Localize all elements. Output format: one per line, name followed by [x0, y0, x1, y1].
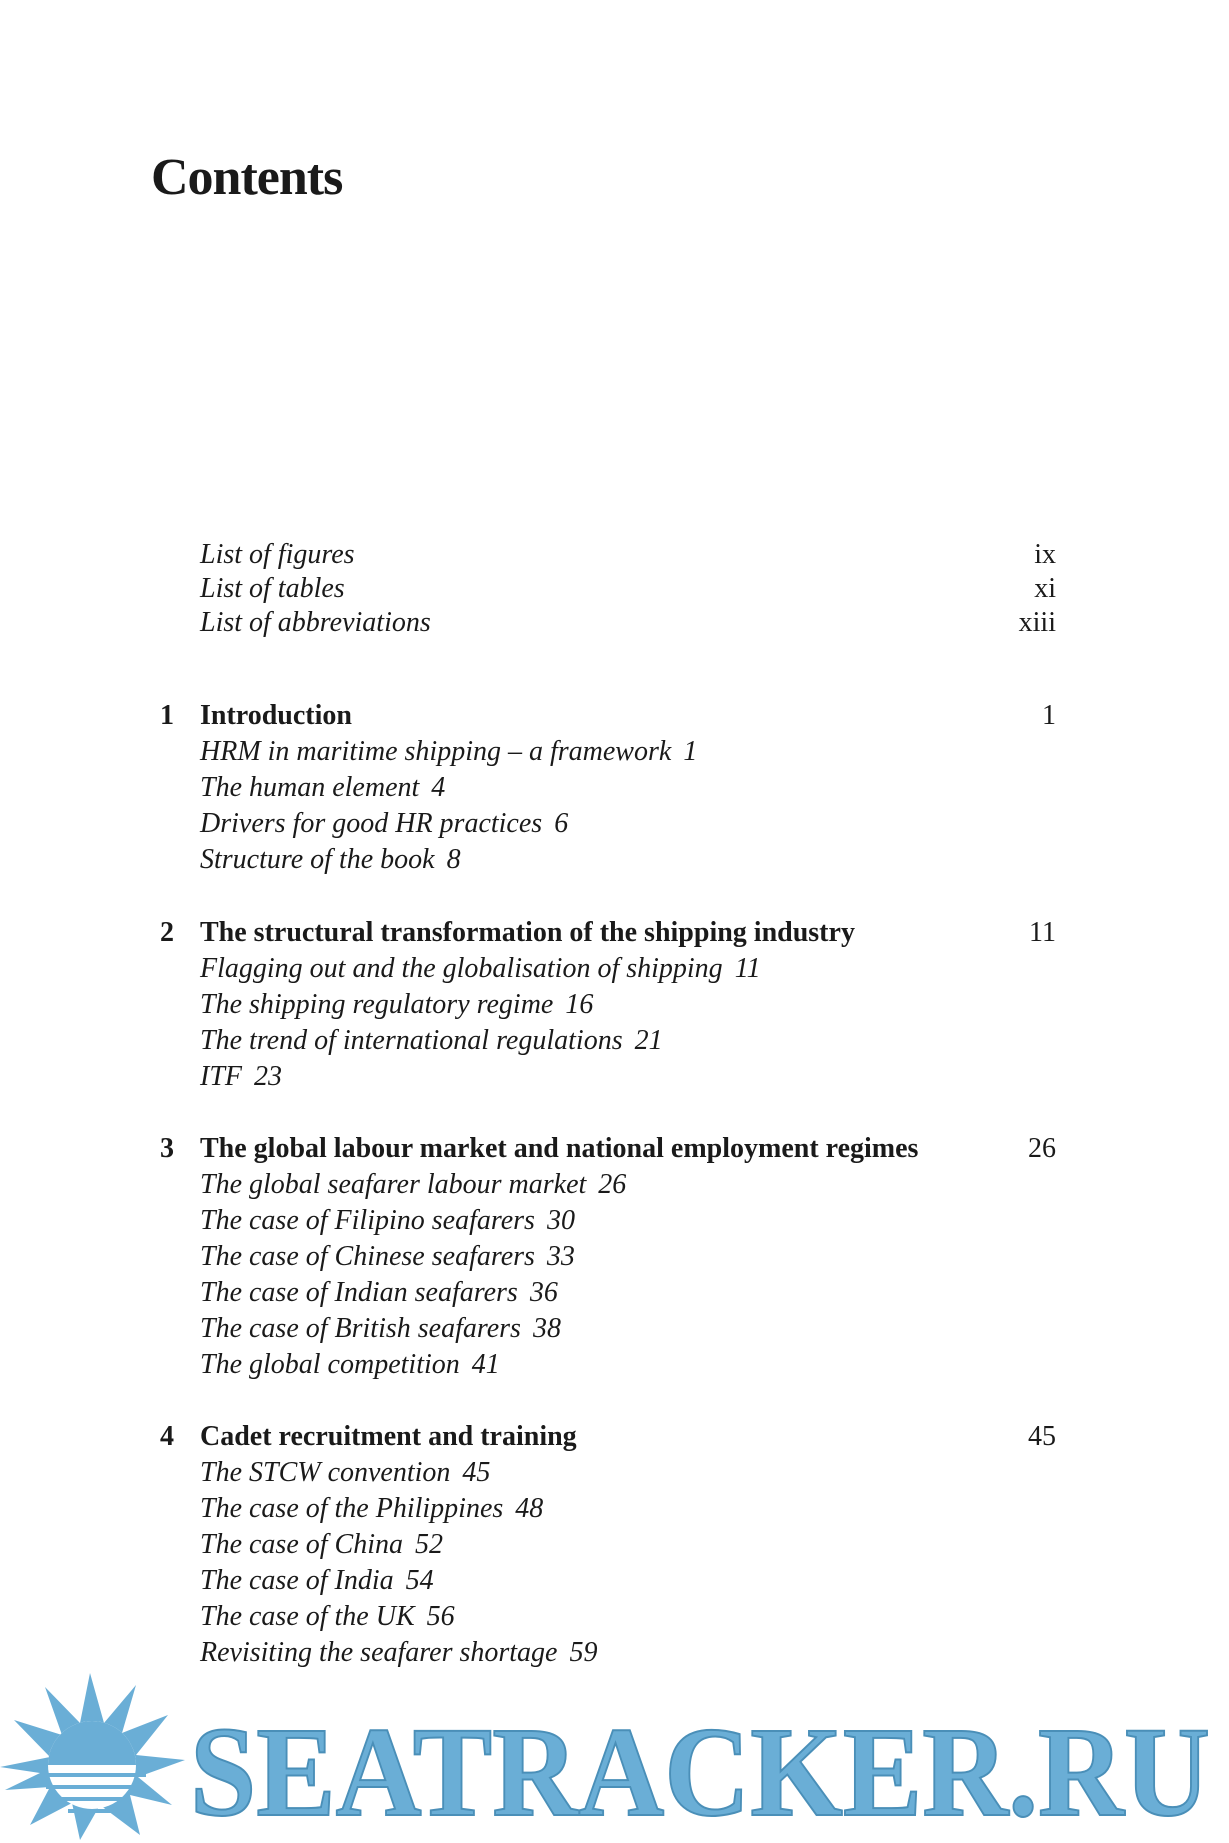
section-title: The global seafarer labour market [200, 1169, 587, 1200]
front-matter-title: List of figures [200, 539, 355, 570]
chapter-3 [160, 1131, 1056, 1383]
chapter-page: 45 [1028, 1421, 1056, 1452]
chapter-title: The structural transformation of the shipping industry [200, 917, 855, 948]
section-page: 1 [683, 736, 698, 767]
section-page: 48 [515, 1493, 544, 1524]
section-item[interactable] [200, 1311, 1056, 1347]
section-title: HRM in maritime shipping – a framework [200, 736, 672, 767]
section-item[interactable] [200, 1203, 1056, 1239]
section-title: The case of the UK [200, 1601, 415, 1632]
section-item[interactable] [200, 987, 1056, 1023]
section-item[interactable] [200, 806, 1056, 842]
section-page: 21 [634, 1025, 663, 1056]
section-page: 56 [426, 1601, 455, 1632]
chapter-4 [160, 1419, 1056, 1671]
section-page: 26 [598, 1169, 627, 1200]
chapter-heading[interactable] [160, 915, 1056, 951]
front-matter-page: xi [1034, 573, 1056, 604]
section-item[interactable] [200, 1059, 1056, 1095]
section-title: The case of Chinese seafarers [200, 1241, 535, 1272]
page-title: Contents [151, 149, 343, 206]
chapter-title: The global labour market and national employment regimes [200, 1133, 919, 1164]
section-page: 4 [431, 772, 446, 803]
chapter-number: 3 [160, 1133, 174, 1164]
chapter-title: Cadet recruitment and training [200, 1421, 577, 1452]
section-title: Structure of the book [200, 844, 435, 875]
section-list [160, 951, 1056, 1095]
section-item[interactable] [200, 1275, 1056, 1311]
section-item[interactable] [200, 1023, 1056, 1059]
section-title: The global competition [200, 1349, 460, 1380]
section-title: Revisiting the seafarer shortage [200, 1637, 558, 1668]
section-item[interactable] [200, 1167, 1056, 1203]
front-matter-item[interactable] [200, 572, 1056, 606]
chapter-heading[interactable] [160, 698, 1056, 734]
section-title: Drivers for good HR practices [200, 808, 543, 839]
section-page: 6 [554, 808, 569, 839]
section-title: Flagging out and the globalisation of shipping [200, 953, 723, 984]
section-item[interactable] [200, 770, 1056, 806]
front-matter-title: List of tables [200, 573, 345, 604]
section-page: 45 [462, 1457, 491, 1488]
section-title: The shipping regulatory regime [200, 989, 554, 1020]
section-page: 38 [532, 1313, 561, 1344]
section-list [160, 734, 1056, 878]
section-item[interactable] [200, 1563, 1056, 1599]
section-page: 30 [546, 1205, 575, 1236]
section-title: The case of India [200, 1565, 394, 1596]
section-title: The case of China [200, 1529, 403, 1560]
section-page: 54 [405, 1565, 434, 1596]
chapter-1 [160, 698, 1056, 878]
section-page: 36 [529, 1277, 558, 1308]
front-matter-page: ix [1034, 539, 1056, 570]
chapter-heading[interactable] [160, 1131, 1056, 1167]
section-list [160, 1167, 1056, 1383]
section-page: 8 [446, 844, 461, 875]
section-title: The case of Indian seafarers [200, 1277, 518, 1308]
chapter-number: 1 [160, 700, 174, 731]
section-item[interactable] [200, 842, 1056, 878]
front-matter-item[interactable] [200, 538, 1056, 572]
front-matter-page: xiii [1018, 607, 1056, 638]
section-item[interactable] [200, 951, 1056, 987]
watermark-text: SEATRACKER.RU [190, 1701, 1210, 1843]
section-item[interactable] [200, 1239, 1056, 1275]
section-item[interactable] [200, 1455, 1056, 1491]
section-page: 33 [546, 1241, 575, 1272]
chapter-page: 26 [1028, 1133, 1056, 1164]
chapter-heading[interactable] [160, 1419, 1056, 1455]
chapter-page: 11 [1029, 917, 1056, 948]
section-title: ITF [200, 1061, 242, 1092]
section-page: 23 [254, 1061, 282, 1092]
section-item[interactable] [200, 1599, 1056, 1635]
section-list [160, 1455, 1056, 1671]
front-matter-item[interactable] [200, 606, 1056, 640]
section-item[interactable] [200, 1491, 1056, 1527]
section-item[interactable] [200, 1527, 1056, 1563]
chapter-2 [160, 915, 1056, 1095]
section-page: 59 [569, 1637, 598, 1668]
section-title: The case of British seafarers [200, 1313, 521, 1344]
section-title: The trend of international regulations [200, 1025, 623, 1056]
section-item[interactable] [200, 1347, 1056, 1383]
front-matter-title: List of abbreviations [200, 607, 431, 638]
section-item[interactable] [200, 734, 1056, 770]
section-page: 16 [565, 989, 594, 1020]
watermark [0, 1665, 1229, 1843]
chapter-title: Introduction [200, 700, 352, 731]
chapter-number: 2 [160, 917, 174, 948]
section-title: The case of the Philippines [200, 1493, 504, 1524]
front-matter-list [200, 538, 1056, 640]
section-title: The human element [200, 772, 420, 803]
sun-logo-icon [0, 1673, 185, 1840]
section-title: The STCW convention [200, 1457, 451, 1488]
section-page: 52 [415, 1529, 443, 1560]
section-page: 11 [734, 953, 761, 984]
chapter-number: 4 [160, 1421, 174, 1452]
section-page: 41 [471, 1349, 500, 1380]
section-title: The case of Filipino seafarers [200, 1205, 535, 1236]
chapter-page: 1 [1042, 700, 1056, 731]
